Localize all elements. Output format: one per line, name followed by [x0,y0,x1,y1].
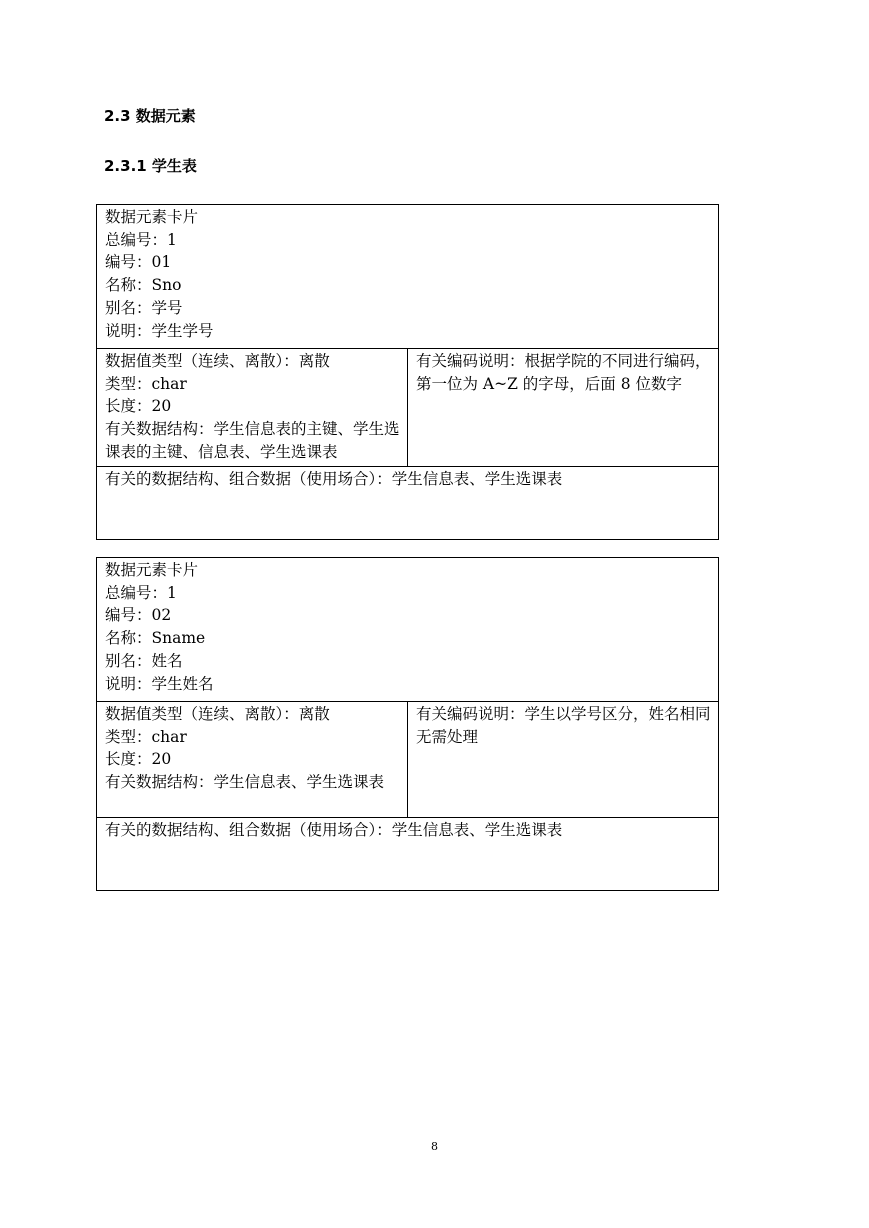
card-number: 编号：01 [105,253,172,272]
card-alias: 别名：姓名 [105,651,183,670]
card-usage: 有关的数据结构、组合数据（使用场合）：学生信息表、学生选课表 [105,821,563,839]
card-number: 编号：02 [105,606,172,625]
page-number: 8 [431,1140,438,1153]
card-value-type: 数据值类型（连续、离散）：离散 [105,705,330,723]
subsection-heading: 2.3.1 学生表 [104,157,197,175]
data-element-card-sno [96,204,719,540]
data-element-card-sname [96,557,719,891]
card-alias: 别名：学号 [105,298,183,317]
card-encoding-note: 有关编码说明：学生以学号区分，姓名相同无需处理 [416,705,711,746]
card-name: 名称：Sno [105,276,182,295]
card-usage-cell [97,818,719,891]
card-type: 类型：char [105,374,187,393]
card-header-cell [97,205,719,349]
card-description: 说明：学生学号 [105,321,214,340]
card-description: 说明：学生姓名 [105,674,214,693]
card-value-type: 数据值类型（连续、离散）：离散 [105,352,330,370]
card-related-structure: 有关数据结构：学生信息表的主键、学生选课表的主键、信息表、学生选课表 [105,420,400,461]
card-encoding-note: 有关编码说明：根据学院的不同进行编码，第一位为 A~Z 的字母，后面 8 位数字 [416,352,711,393]
card-encoding-cell [408,702,719,818]
card-encoding-cell [408,349,719,467]
card-usage: 有关的数据结构、组合数据（使用场合）：学生信息表、学生选课表 [105,469,563,488]
card-title: 数据元素卡片 [105,561,199,579]
card-header-cell [97,558,719,702]
card-attributes-cell [97,702,408,818]
card-related-structure: 有关数据结构：学生信息表、学生选课表 [105,773,385,792]
card-usage-cell [97,466,719,539]
card-title: 数据元素卡片 [105,208,199,226]
card-length: 长度：20 [105,750,172,769]
card-length: 长度：20 [105,397,172,416]
card-total-number: 总编号：1 [105,583,177,602]
card-attributes-cell [97,349,408,467]
card-type: 类型：char [105,727,187,746]
card-total-number: 总编号：1 [105,230,177,249]
section-heading: 2.3 数据元素 [104,107,196,125]
card-name: 名称：Sname [105,629,206,648]
